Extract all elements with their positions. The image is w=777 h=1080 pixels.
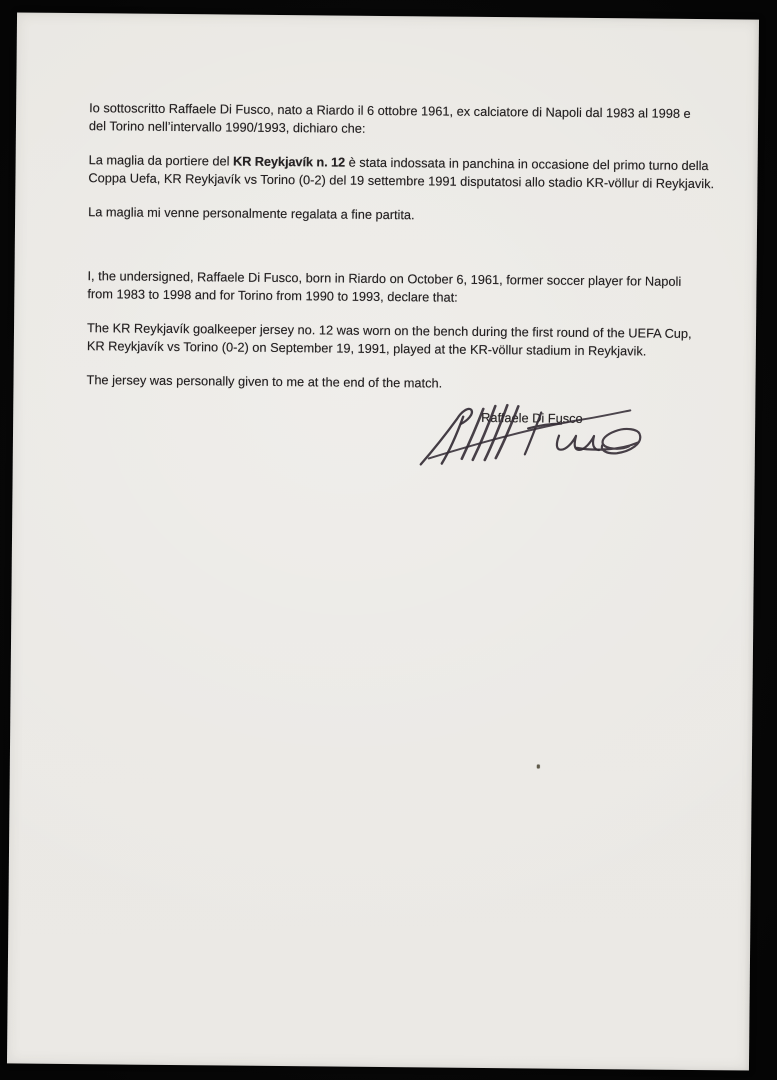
- paragraph-italian-jersey-lead: La maglia da portiere del: [88, 151, 234, 169]
- scanned-page: [7, 12, 759, 1070]
- paragraph-italian-jersey: [88, 151, 733, 194]
- signature-printed-name: Raffaele Di Fusco: [481, 409, 583, 426]
- document-body: [85, 99, 734, 495]
- paragraph-english-intro: I, the undersigned, Raffaele Di Fusco, born in Riardo on October 6, 1961, former soccer player for Napoli from 1983 to 1998 and for Torino from 1990 to 1993, declare that:: [87, 268, 682, 306]
- scan-speck: [537, 764, 540, 768]
- signature-ink-icon: [417, 396, 648, 478]
- paragraph-italian-gift: La maglia mi venne personalmente regalata a fine partita.: [88, 203, 415, 222]
- paragraph-english-jersey: The KR Reykjavík goalkeeper jersey no. 12 was worn on the bench during the first round of the UEFA Cup, KR Reykjavík vs Torino (0-2) on September 19, 1991, played at the KR-völlur stadium in Reykjavik.: [86, 319, 692, 359]
- paragraph-english-gift: The jersey was personally given to me at the end of the match.: [86, 371, 443, 391]
- paragraph-italian-jersey-rest: è stata indossata in panchina in occasione del primo turno della Coppa Uefa, KR Reykjavík vs Torino (0-2) del 19 settembre 1991 disputatosi allo stadio KR-völlur di Reykjavik.: [88, 154, 715, 192]
- jersey-bold-reference: KR Reykjavík n. 12: [232, 153, 346, 170]
- paragraph-italian-intro: Io sottoscritto Raffaele Di Fusco, nato a Riardo il 6 ottobre 1961, ex calciatore di Napoli dal 1983 al 1998 e del Torino nell’intervallo 1990/1993, dichiaro che:: [88, 100, 691, 137]
- signature-block: [85, 404, 731, 495]
